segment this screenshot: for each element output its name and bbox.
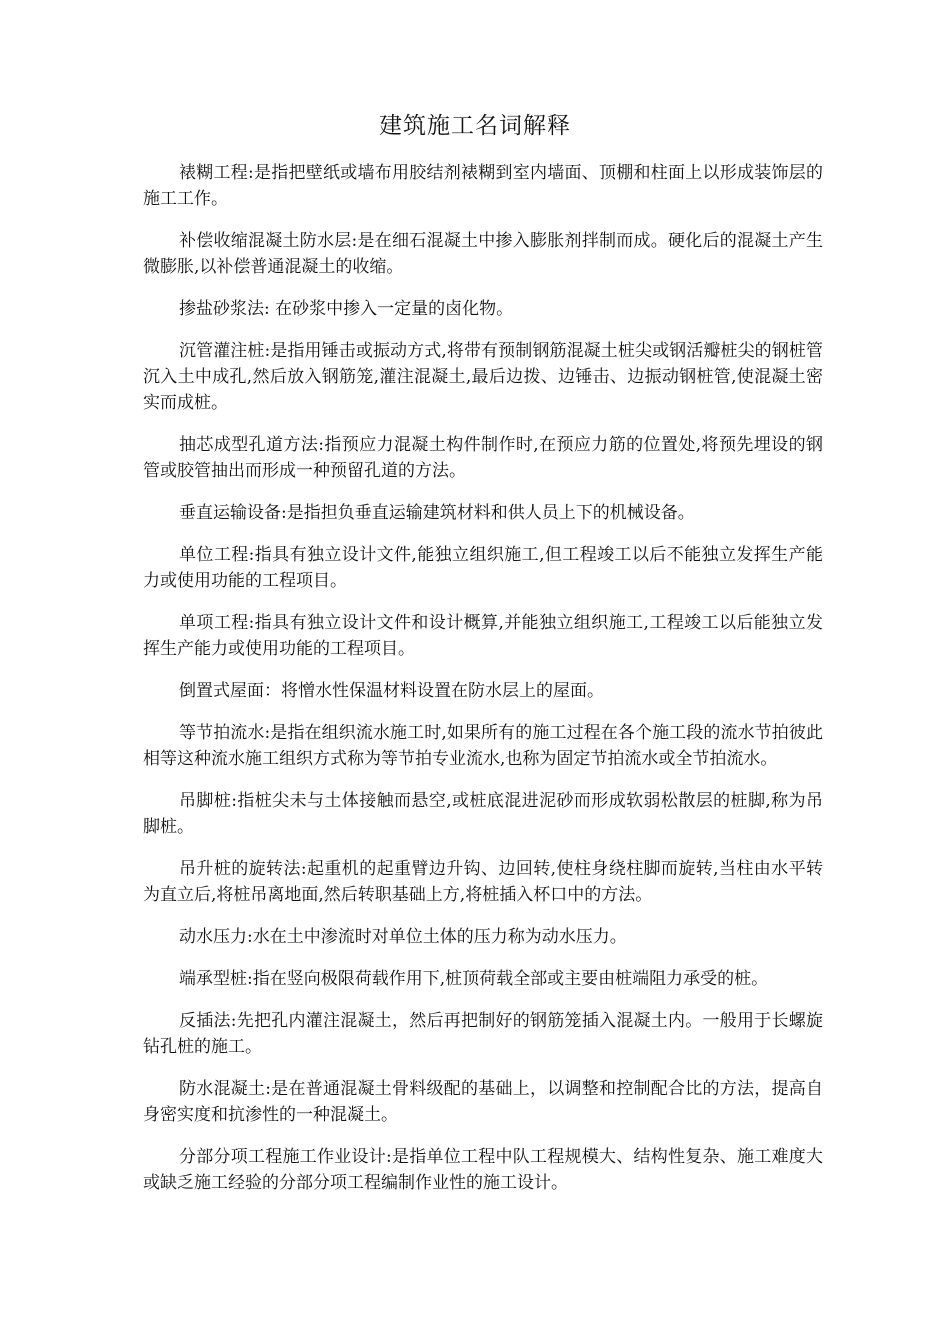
term-entry: 动水压力:水在土中渗流时对单位土体的压力称为动水压力。 [179,927,627,947]
term-entry: 吊升桩的旋转法:起重机的起重臂边升钩、边回转,使柱身绕柱脚而旋转,当柱由水平转为直立后,将桩吊离地面,然后转职基础上方,将桩插入杯口中的方法。 [143,859,823,905]
term-entry: 分部分项工程施工作业设计:是指单位工程中队工程规模大、结构性复杂、施工难度大或缺乏施工经验的分部分项工程编制作业性的施工设计。 [143,1147,823,1193]
term-entry: 等节拍流水:是指在组织流水施工时,如果所有的施工过程在各个施工段的流水节拍彼此相等这种流水施工组织方式称为等节拍专业流水,也称为固定节拍流水或全节拍流水。 [143,723,823,769]
term-list [143,160,823,1212]
term-entry: 吊脚桩:指桩尖未与土体接触而悬空,或桩底混进泥砂而形成软弱松散层的桩脚,称为吊脚桩。 [143,791,823,837]
term-entry: 反插法:先把孔内灌注混凝土，然后再把制好的钢筋笼插入混凝土内。一般用于长螺旋钻孔桩的施工。 [143,1011,823,1057]
term-entry: 补偿收缩混凝土防水层:是在细石混凝土中掺入膨胀剂拌制而成。硬化后的混凝土产生微膨胀,以补偿普通混凝土的收缩。 [143,231,823,277]
term-entry: 防水混凝土:是在普通混凝土骨料级配的基础上，以调整和控制配合比的方法，提高自身密实度和抗渗性的一种混凝土。 [143,1079,823,1125]
document-title: 建筑施工名词解释 [379,113,571,139]
term-entry: 单位工程:指具有独立设计文件,能独立组织施工,但工程竣工以后不能独立发挥生产能力或使用功能的工程项目。 [143,545,823,591]
term-entry: 裱糊工程:是指把壁纸或墙布用胶结剂裱糊到室内墙面、顶棚和柱面上以形成装饰层的施工工作。 [143,163,823,209]
term-entry: 抽芯成型孔道方法:指预应力混凝土构件制作时,在预应力筋的位置处,将预先埋设的钢管或胶管抽出而形成一种预留孔道的方法。 [143,435,823,481]
term-entry: 倒置式屋面：将憎水性保温材料设置在防水层上的屋面。 [179,681,604,701]
term-entry: 沉管灌注桩:是指用锤击或振动方式,将带有预制钢筋混凝土桩尖或钢活瓣桩尖的钢桩管沉入土中成孔,然后放入钢筋笼,灌注混凝土,最后边拨、边锤击、边振动钢桩管,使混凝土密实而成桩。 [143,341,823,413]
term-entry: 单项工程:指具有独立设计文件和设计概算,并能独立组织施工,工程竣工以后能独立发挥生产能力或使用功能的工程项目。 [143,613,823,659]
term-entry: 掺盐砂浆法: 在砂浆中掺入一定量的卤化物。 [179,299,514,319]
term-entry: 端承型桩:指在竖向极限荷载作用下,桩顶荷载全部或主要由桩端阻力承受的桩。 [179,969,769,989]
term-entry: 垂直运输设备:是指担负垂直运输建筑材料和供人员上下的机械设备。 [179,503,695,523]
